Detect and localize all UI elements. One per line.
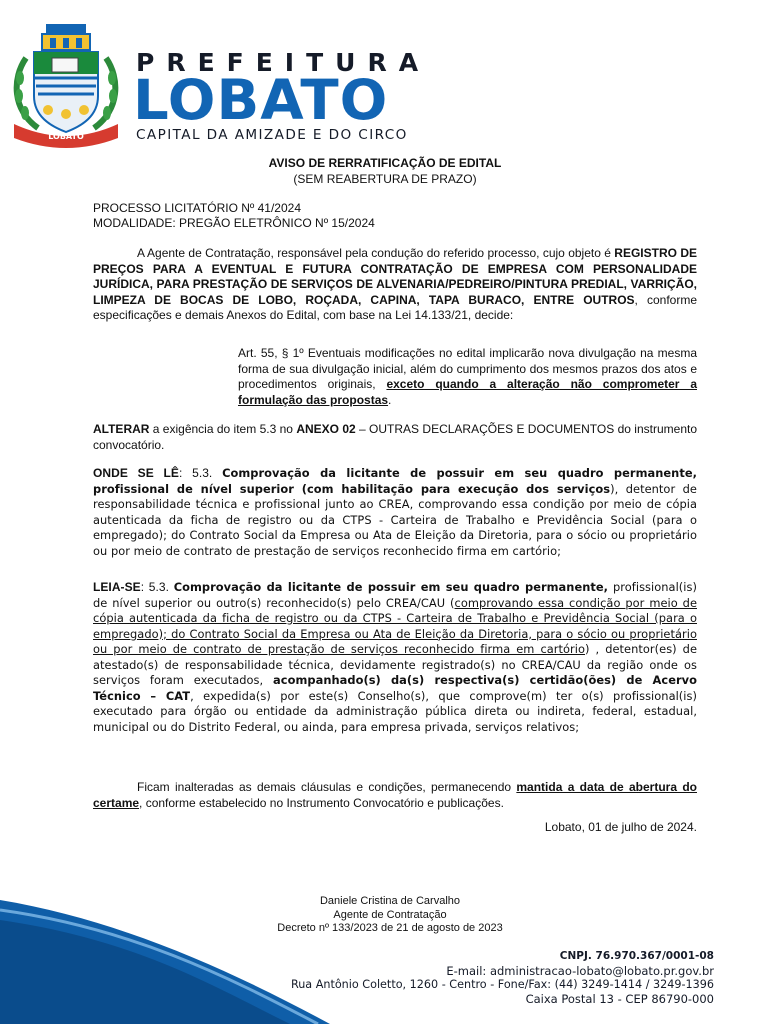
onde-num: : 5.3. (178, 466, 223, 480)
document-title: AVISO DE RERRATIFICAÇÃO DE EDITAL (268, 156, 502, 170)
document-subtitle: (SEM REABERTURA DE PRAZO) (293, 172, 477, 186)
footer-postal: Caixa Postal 13 - CEP 86790-000 (525, 992, 714, 1006)
intro-object: REGISTRO DE PREÇOS PARA A EVENTUAL E FUTURA CONTRATAÇÃO DE EMPRESA COM PERSONALIDADE JURÍDICA, PARA PRESTAÇÃO DE SERVIÇOS DE ALVENARIA/PEDREIRO/PINTURA PREDIAL, VARRIÇÃO, LIMPEZA DE BOCAS DE LOBO, ROÇADA, CAPINA, TAPA BURACO, ENTRE OUTROS (93, 246, 697, 307)
crest-banner-text: LOBATO (48, 132, 84, 141)
footer-cnpj: CNPJ. 76.970.367/0001-08 (559, 950, 714, 962)
modality-line: MODALIDADE: PREGÃO ELETRÔNICO Nº 15/2024 (93, 216, 375, 230)
leia-text1: profissional(is) de nível superior ou outro(s) reconhecido(s) pelo CREA/CAU ( (93, 580, 697, 610)
intro-paragraph (93, 246, 697, 324)
quote-main: Art. 55, § 1º Eventuais modificações no edital implicarão nova divulgação na mesma forma de sua divulgação inicial, além do cumprimento dos mesmos prazos dos atos e procedimentos originais, (238, 346, 697, 391)
onde-se-le-paragraph (93, 466, 697, 559)
process-number: PROCESSO LICITATÓRIO Nº 41/2024 (93, 201, 302, 215)
closing-lead: Ficam inalteradas as demais cláusulas e condições, permanecendo (137, 780, 517, 794)
intro-tail: , conforme especificações e demais Anexos do Edital, com base na Lei 14.133/21, decide: (93, 292, 697, 322)
signer-name: Daniele Cristina de Carvalho (319, 895, 460, 907)
alterar-paragraph (93, 422, 697, 453)
leia-num: : 5.3. (140, 580, 174, 594)
leia-text3: , expedida(s) por este(s) Conselho(s), que comprove(m) ter o(s) profissional(is) executado para órgão ou entidade da administração pública direta ou indireta, federal, estadual, municipal ou do Distrito Federal, ou ainda, para empresa privada, serviços relativos; (93, 688, 697, 734)
leia-text2: ) , detentor(es) de atestado(s) de responsabilidade técnica, devidamente registrado(s) no CREA/CAU da região onde os serviços foram executados, (93, 642, 698, 687)
quote-end: . (388, 392, 392, 407)
signer-decree: Decreto nº 133/2023 de 21 de agosto de 2023 (277, 922, 503, 934)
legal-quote (238, 346, 697, 408)
onde-rest: ), detentor de responsabilidade técnica e profissional junto ao CREA, comprovando essa condição por meio de cópia autenticada da ficha de registro ou da CTPS - Carteira de Trabalho e Previdência Social (para o empregado); do Contrato Social da Empresa ou Ata de Eleição da Diretoria, para o sócio ou proprietário ou por meio de contrato de prestação de serviços reconhecido firma em cartório; (93, 481, 697, 558)
city-crest-logo (8, 18, 124, 148)
alterar-anexo: ANEXO 02 (296, 422, 356, 436)
alterar-text1: a exigência do item 5.3 no (149, 422, 297, 436)
date-line: Lobato, 01 de julho de 2024. (544, 820, 697, 834)
closing-tail: , conforme estabelecido no Instrumento Convocatório e publicações. (139, 795, 504, 810)
intro-lead: A Agente de Contratação, responsável pela condução do referido processo, cujo objeto é (137, 246, 611, 260)
onde-label: ONDE SE LÊ (93, 466, 179, 480)
brand-tagline: CAPITAL DA AMIZADE E DO CIRCO (136, 127, 408, 143)
brand-lobato: LOBATO (133, 68, 389, 132)
leia-underlined: comprovando essa condição por meio de cópia autenticada da ficha de registro ou da CTPS - Carteira de Trabalho e Previdência Social (para o empregado); do Contrato Social da Empresa ou Ata de Eleição da Diretoria, para o sócio ou proprietário ou por meio de contrato de prestação de serviços reconhecido firma em cartório (93, 595, 697, 656)
alterar-text2: – OUTRAS DECLARAÇÕES E DOCUMENTOS do instrumento convocatório. (93, 422, 697, 452)
footer-address: Rua Antônio Coletto, 1260 - Centro - Fone/Fax: (44) 3249-1414 / 3249-1396 (290, 978, 714, 991)
signer-role: Agente de Contratação (333, 909, 447, 921)
leia-bold2: acompanhado(s) da(s) respectiva(s) certidão(ões) de Acervo Técnico – CAT (93, 673, 697, 703)
leia-label: LEIA-SE (93, 580, 141, 594)
leia-bold: Comprovação da licitante de possuir em seu quadro permanente, (173, 580, 609, 594)
closing-paragraph (93, 780, 697, 811)
quote-underlined: exceto quando a alteração não comprometer a formulação das propostas (238, 377, 697, 407)
closing-underlined: mantida a data de abertura do certame (93, 780, 697, 810)
onde-bold: Comprovação da licitante de possuir em seu quadro permanente, profissional de nível superior (com habilitação para execução dos serviços (93, 466, 697, 496)
leia-se-paragraph (93, 580, 697, 735)
brand-prefeitura: PREFEITURA (136, 48, 431, 77)
footer-email: E-mail: administracao-lobato@lobato.pr.gov.br (446, 964, 714, 978)
alterar-label: ALTERAR (93, 422, 150, 436)
